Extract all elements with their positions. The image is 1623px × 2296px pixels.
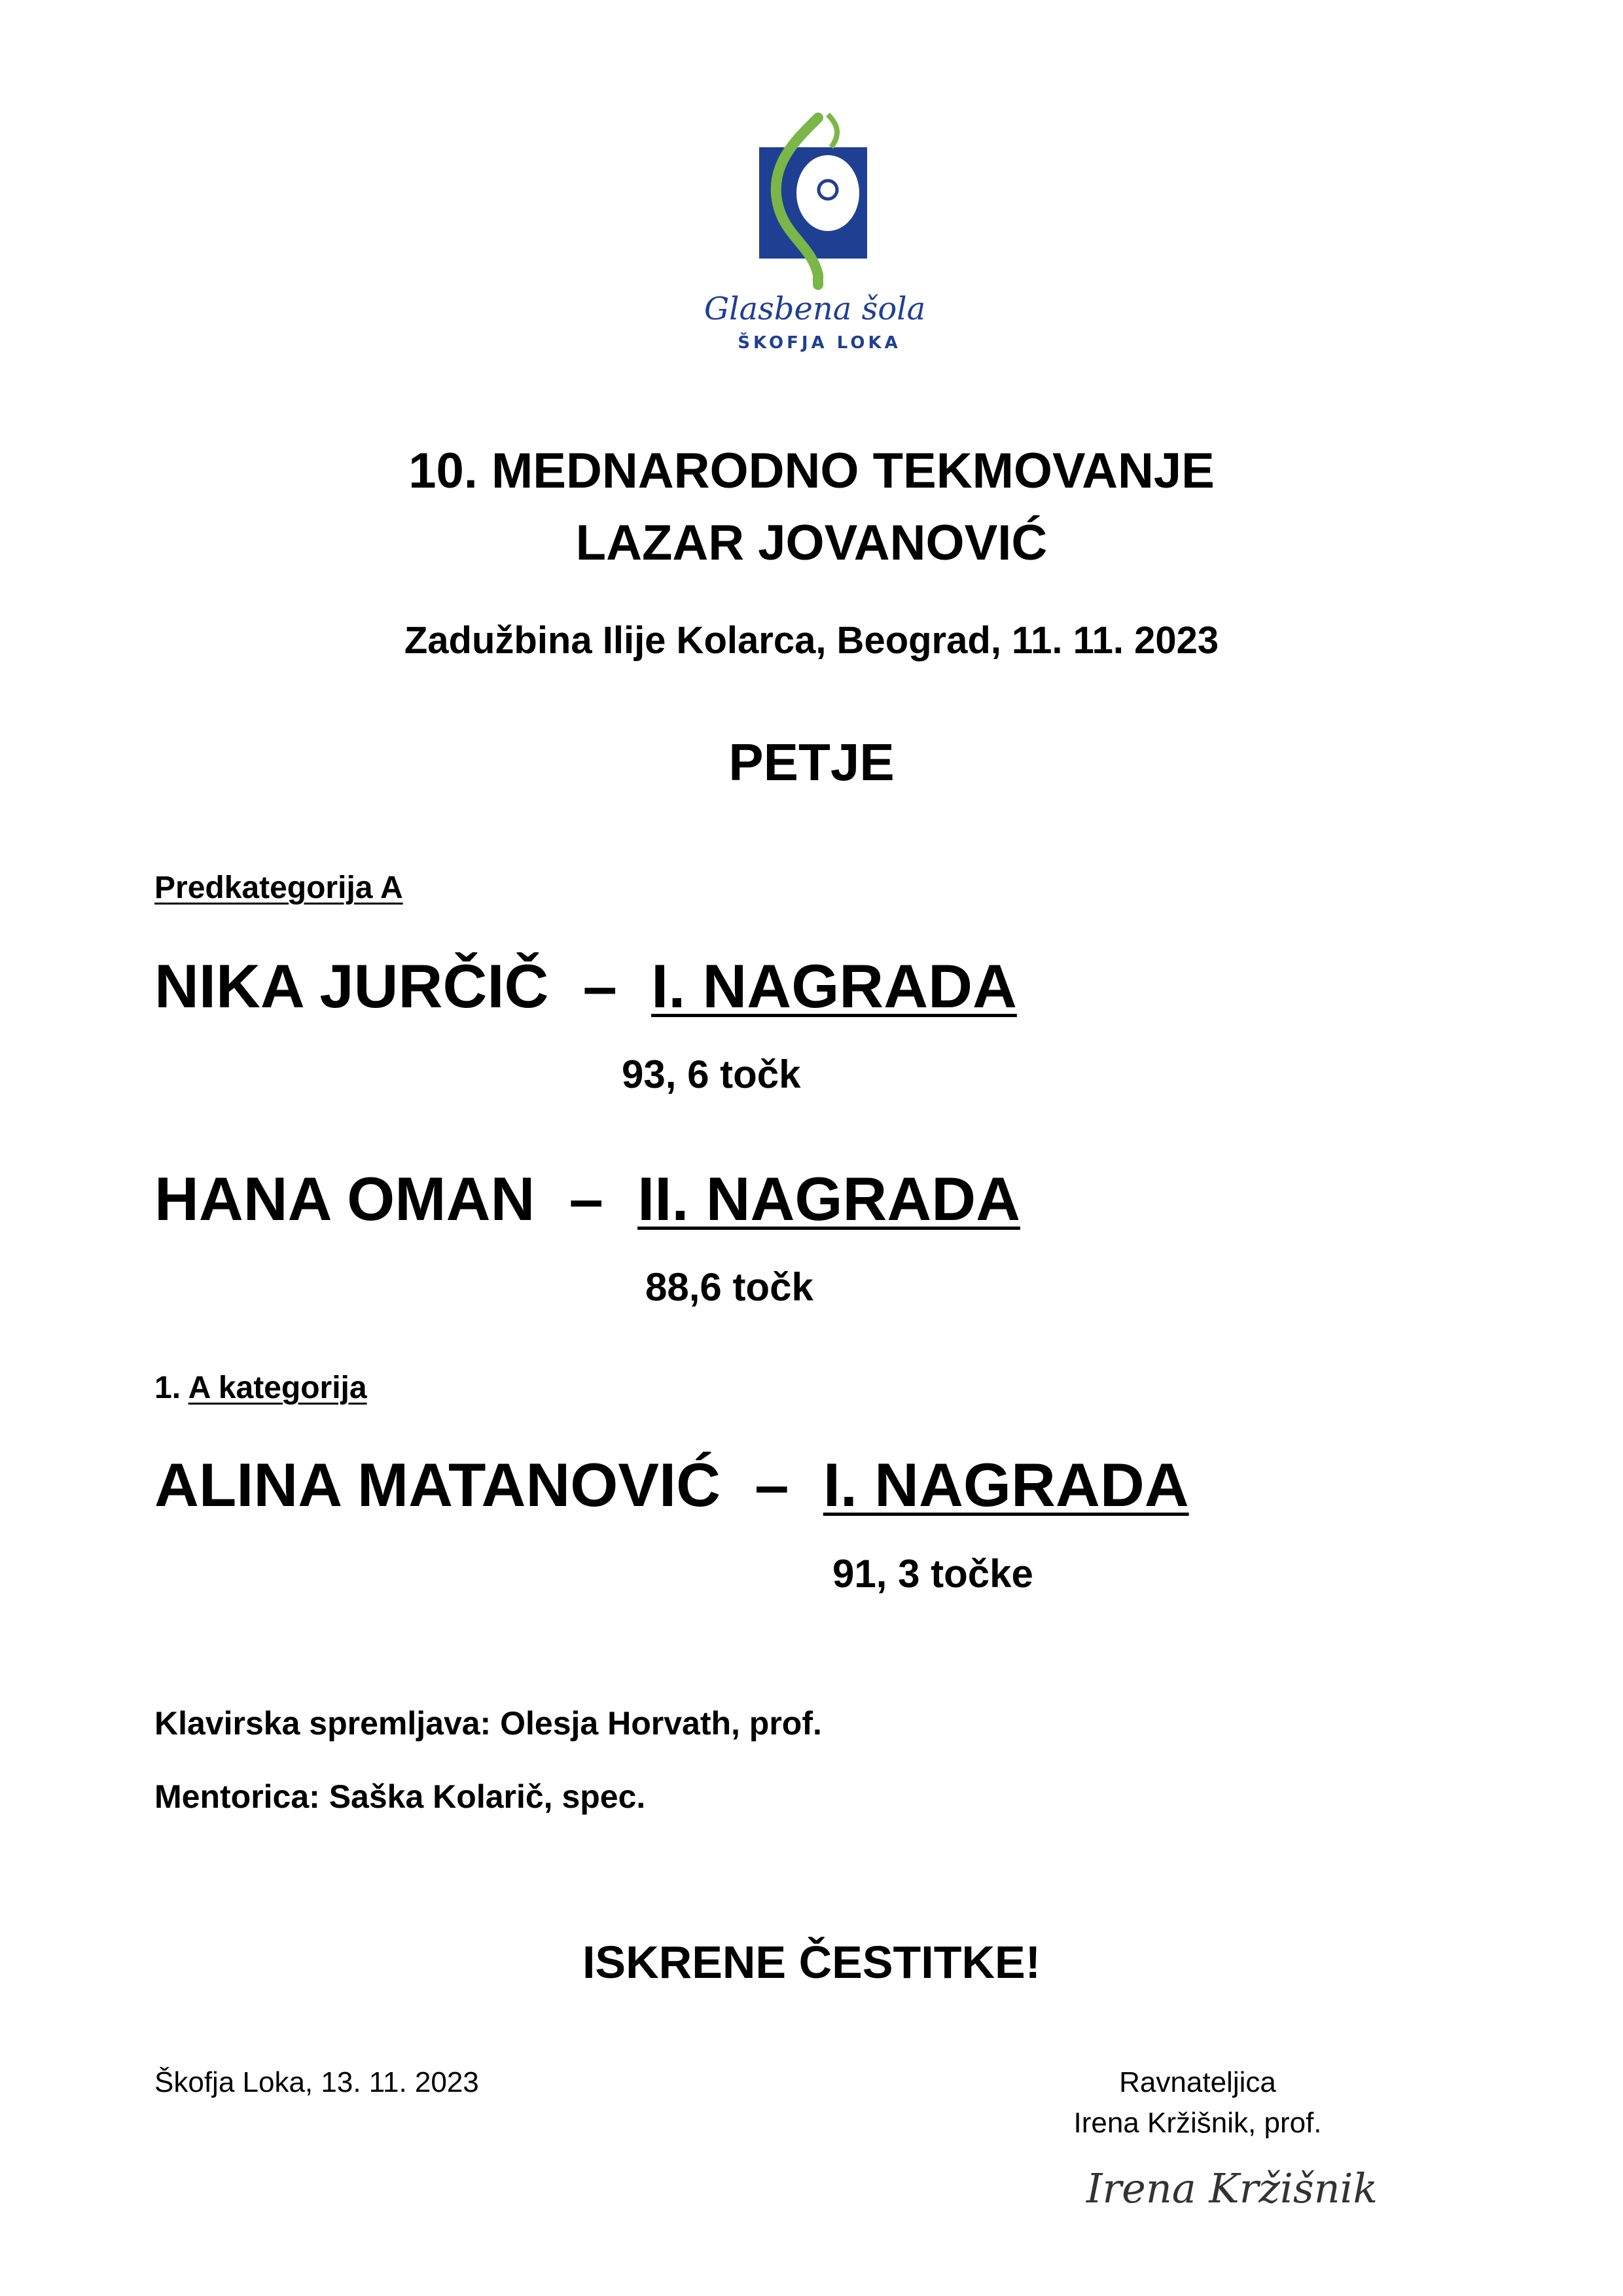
award-label: II. NAGRADA	[637, 1164, 1020, 1233]
dash-separator: –	[569, 1164, 603, 1233]
result-row	[154, 1164, 1020, 1233]
logo-place-name: ŠKOFJA LOKA	[738, 333, 901, 353]
category-title: Predkategorija A	[154, 870, 403, 905]
contestant-name: HANA OMAN	[154, 1164, 535, 1233]
logo-school-name: Glasbena šola	[704, 291, 926, 327]
category-label	[154, 872, 403, 904]
award-label: I. NAGRADA	[651, 952, 1017, 1020]
mentor-credit: Mentorica: Saška Kolarič, spec.	[154, 1778, 646, 1815]
venue-date: Zadužbina Ilije Kolarca, Beograd, 11. 11. 2023	[404, 619, 1219, 662]
discipline-heading: PETJE	[728, 733, 895, 791]
handwritten-signature	[1080, 2140, 1378, 2232]
result-row	[154, 1450, 1189, 1519]
accompaniment-credit: Klavirska spremljava: Olesja Horvath, prof.	[154, 1705, 822, 1742]
signatory-role: Ravnateljica	[1119, 2066, 1276, 2098]
result-points: 88,6 točk	[645, 1265, 813, 1309]
award-label: I. NAGRADA	[823, 1450, 1189, 1519]
result-points: 91, 3 točke	[832, 1552, 1033, 1596]
dash-separator: –	[755, 1450, 789, 1519]
category-label	[154, 1372, 367, 1404]
dash-separator: –	[582, 952, 617, 1020]
result-row	[154, 952, 1017, 1020]
signature-text: Irena Kržišnik	[1086, 2164, 1378, 2212]
category-title: A kategorija	[188, 1371, 367, 1405]
school-logo	[704, 111, 926, 360]
place-date: Škofja Loka, 13. 11. 2023	[154, 2066, 479, 2098]
logo-green-leaf	[828, 115, 837, 147]
logo-white-note	[796, 155, 859, 231]
signatory-name: Irena Kržišnik, prof.	[1073, 2107, 1322, 2139]
contestant-name: ALINA MATANOVIĆ	[154, 1450, 721, 1519]
congratulations: ISKRENE ČESTITKE!	[582, 1937, 1041, 1988]
result-points: 93, 6 točk	[622, 1052, 801, 1096]
contestant-name: NIKA JURČIČ	[154, 952, 549, 1020]
title-line-1: 10. MEDNARODNO TEKMOVANJE	[408, 443, 1215, 499]
category-number: 1.	[154, 1371, 181, 1405]
title-line-2: LAZAR JOVANOVIĆ	[575, 515, 1048, 571]
